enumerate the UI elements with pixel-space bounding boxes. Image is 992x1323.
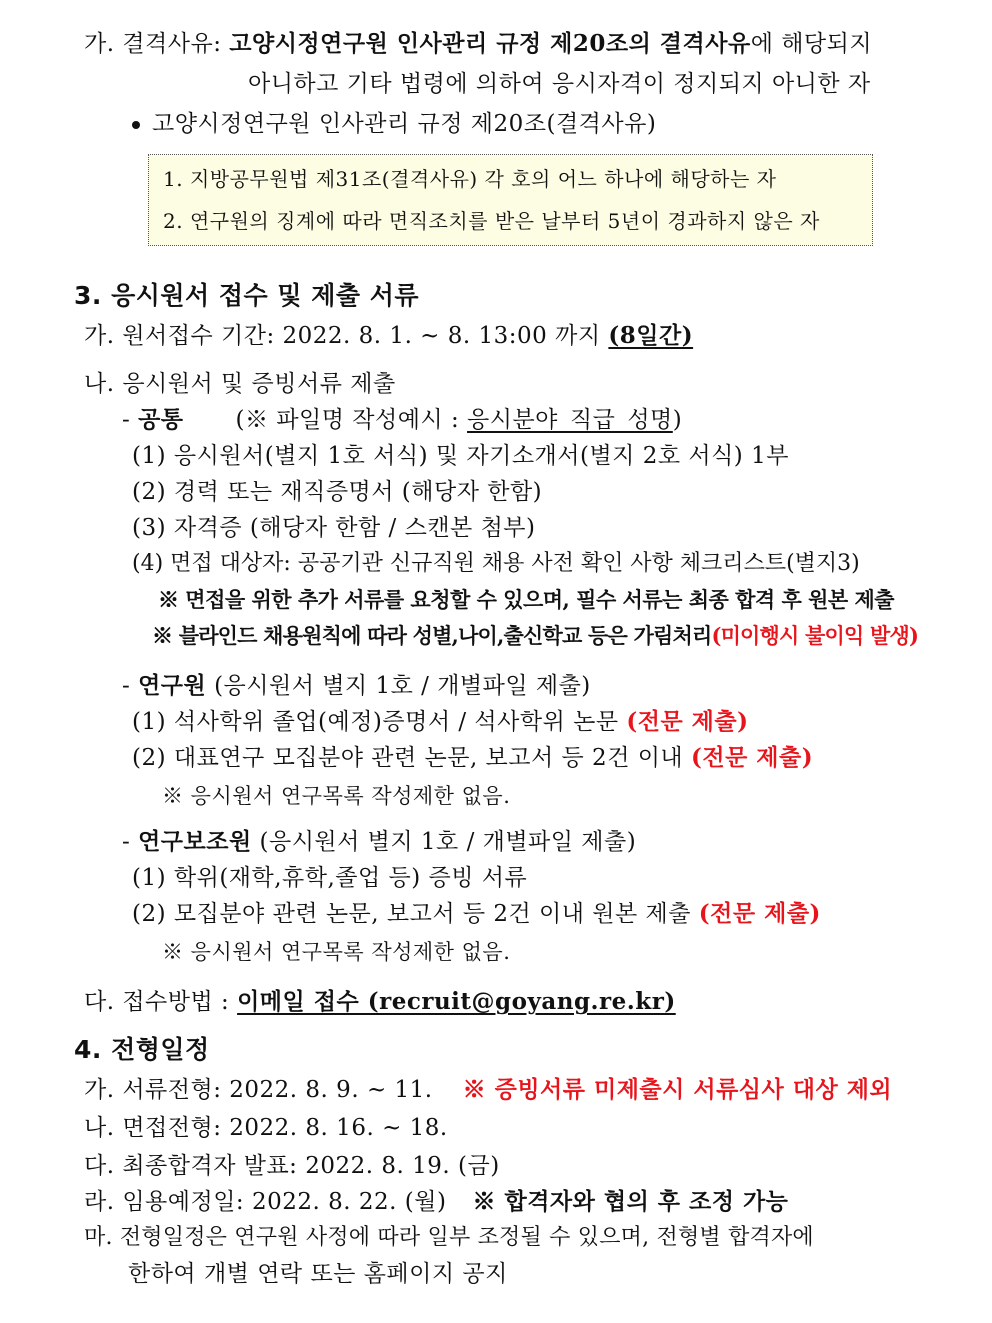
researcher-header [122,670,591,702]
common-header [122,404,682,436]
researcher-item-1-text: (1) 석사학위 졸업(예정)증명서 / 석사학위 논문 [132,709,627,735]
assistant-note: (응시원서 별지 1호 / 개별파일 제출) [259,829,637,855]
doc-screen-date: 가. 서류전형: 2022. 8. 9. ~ 11. [84,1077,433,1103]
researcher-item-2-full: (전문 제출) [690,744,814,771]
assistant-item-2-full: (전문 제출) [698,900,821,927]
common-note-suffix: ) [672,407,683,433]
common-label: 공통 [138,406,184,433]
appoint-note: ※ 합격자와 협의 후 조정 가능 [472,1188,789,1215]
researcher-item-1 [132,706,749,738]
common-item-4: (4) 면접 대상자: 공공기관 신규직원 채용 사전 확인 사항 체크리스트(별지3) [132,551,860,576]
period-text: 가. 원서접수 기간: 2022. 8. 1. ~ 8. 13:00 까지 [84,323,609,349]
common-notice-1: ※ 면접을 위한 추가 서류를 요청할 수 있으며, 필수 서류는 최종 합격 후 원본 제출 [158,587,895,612]
period-days: (8일간) [608,322,694,349]
eligibility-suffix: 에 해당되지 [750,31,873,57]
assistant-label: 연구보조원 [138,828,252,855]
box-item-1: 1. 지방공무원법 제31조(결격사유) 각 호의 어느 하나에 해당하는 자 [163,167,777,191]
assistant-item-1: (1) 학위(재학,휴학,졸업 등) 증빙 서류 [132,865,528,891]
assistant-header [122,826,636,858]
researcher-note-2: ※ 응시원서 연구목록 작성제한 없음. [162,784,511,808]
researcher-item-2 [132,742,813,774]
researcher-note: (응시원서 별지 1호 / 개별파일 제출) [214,673,591,699]
section4-heading: 4. 전형일정 [74,1035,210,1064]
common-item-3: (3) 자격증 (해당자 한함 / 스캔본 첨부) [132,515,536,541]
common-dash: - [122,407,139,433]
schedule-adjust-1: 마. 전형일정은 연구원 사정에 따라 일부 조정될 수 있으며, 전형별 합격자에 [84,1225,814,1250]
schedule-adjust-2: 한하여 개별 연락 또는 홈페이지 공지 [128,1261,508,1287]
assistant-note-2: ※ 응시원서 연구목록 작성제한 없음. [162,940,511,964]
eligibility-regulation: 고양시정연구원 인사관리 규정 제20조의 결격사유 [229,30,751,57]
schedule-announce: 다. 최종합격자 발표: 2022. 8. 19. (금) [84,1153,500,1179]
assistant-item-2 [132,898,821,930]
researcher-label: 연구원 [138,672,207,699]
eligibility-bullet-line [132,108,656,140]
doc-screen-note: ※ 증빙서류 미제출시 서류심사 대상 제외 [462,1076,893,1103]
schedule-interview: 나. 면접전형: 2022. 8. 16. ~ 18. [84,1115,448,1141]
application-period [84,320,693,352]
eligibility-prefix: 가. 결격사유: [84,31,230,57]
common-notice-2 [152,620,918,652]
disqualification-box [148,154,873,246]
method-email[interactable]: 이메일 접수 (recruit@goyang.re.kr) [237,988,676,1015]
schedule-doc [84,1074,892,1106]
box-item-2: 2. 연구원의 징계에 따라 면직조치를 받은 날부터 5년이 경과하지 않은 자 [163,209,820,233]
common-item-2: (2) 경력 또는 재직증명서 (해당자 한함) [132,479,543,505]
assistant-dash: - [122,829,139,855]
appoint-date: 라. 임용예정일: 2022. 8. 22. (월) [84,1189,447,1215]
submit-title: 나. 응시원서 및 증빙서류 제출 [84,371,396,397]
method-prefix: 다. 접수방법 : [84,989,238,1015]
section3-heading: 3. 응시원서 접수 및 제출 서류 [74,281,420,310]
blind-notice-penalty: (미이행시 불이익 발생) [711,623,919,648]
eligibility-bullet-text: 고양시정연구원 인사관리 규정 제20조(결격사유) [152,111,657,137]
common-note-prefix: (※ 파일명 작성예시 : [235,407,468,433]
eligibility-line2: 아니하고 기타 법령에 의하여 응시자격이 정지되지 아니한 자 [248,71,871,97]
blind-notice: ※ 블라인드 채용원칙에 따라 성별,나이,출신학교 등은 가림처리 [152,623,712,648]
common-note-example: 응시분야_직급_성명 [467,407,673,433]
assistant-item-2-text: (2) 모집분야 관련 논문, 보고서 등 2건 이내 원본 제출 [132,901,699,927]
eligibility-line1 [84,28,872,60]
schedule-appoint [84,1186,788,1218]
researcher-item-2-text: (2) 대표연구 모집분야 관련 논문, 보고서 등 2건 이내 [132,745,691,771]
submission-method [84,986,676,1018]
researcher-dash: - [122,673,139,699]
common-item-1: (1) 응시원서(별지 1호 서식) 및 자기소개서(별지 2호 서식) 1부 [132,443,789,469]
researcher-item-1-full: (전문 제출) [626,708,749,735]
bullet-icon [132,121,140,129]
